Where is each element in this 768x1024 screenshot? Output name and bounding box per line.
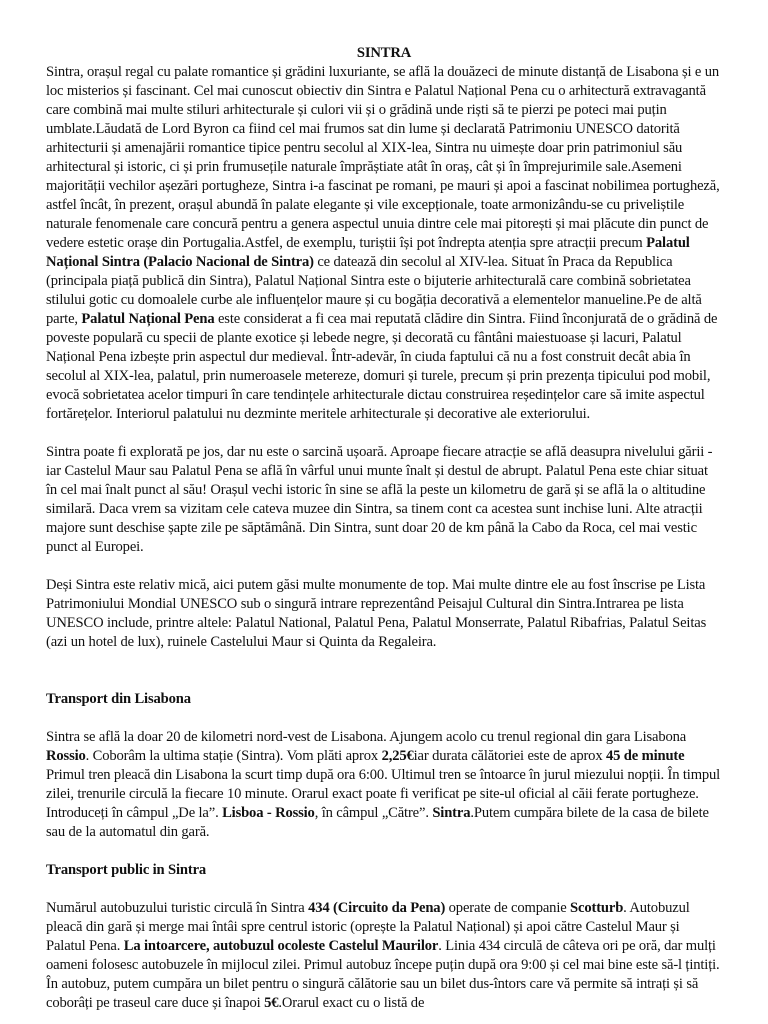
- bold-text-run: 5€: [264, 995, 279, 1011]
- bold-text-run: 434 (Circuito da Pena): [308, 900, 446, 916]
- bold-text-run: 45 de minute: [605, 748, 685, 764]
- text-run: .Putem cumpăra bilete de la casa de bilete sau de la automatul din gară.: [46, 805, 709, 840]
- bold-text-run: 2,25€: [381, 748, 414, 764]
- text-run: este considerat a fi cea mai reputată clădire din Sintra. Fiind înconjurată de o grădină de poveste populară cu specii de plante exotice și lebede negre, și decorată cu fântâni maiestuoase și lacuri, Palatul Național Pena izbește prin aspectul dur medieval. Într-adevăr, în ciuda faptului că nu a fost construit decât abia în secolul al XIX-lea, palatul, prin numeroasele metereze, domuri și turele, precum și prin prezența tipicului pod mobil, evocă sobrietatea acelor timpuri în care tendințele arhitecturale dictau construirea reședințelor care să imite aspectul fortărețelor. Interiorul palatului nu dezminte meritele arhitecturale și decorative ale exteriorului.: [46, 311, 718, 422]
- bold-text-run: Palatul Național Pena: [81, 311, 215, 327]
- section-heading-transport-lisbon: Transport din Lisabona: [46, 691, 191, 707]
- text-run: Sintra se află la doar 20 de kilometri nord-vest de Lisabona. Ajungem acolo cu trenul regional din gara Lisabona: [46, 729, 687, 745]
- intro-paragraph: [46, 63, 722, 424]
- bold-text-run: La intoarcere, autobuzul ocoleste Castelul Maurilor: [123, 938, 439, 954]
- text-run: , în câmpul „Către”.: [314, 805, 433, 821]
- bold-text-run: Lisboa - Rossio: [222, 805, 315, 821]
- bold-text-run: Scotturb: [570, 900, 624, 916]
- text-run: ce datează din secolul al XIV-lea. Situat în Praca da Republica (principala piață publică din Sintra), Palatul Național Sintra este o bijuterie arhitecturală care combină sobrietatea stilului gotic cu domoalele curbe ale influențelor maure și cu bogăția decorativă a elementelor manueline.Pe de altă parte,: [46, 254, 702, 327]
- transport-lisbon-paragraph: [46, 728, 722, 842]
- walking-paragraph: Sintra poate fi explorată pe jos, dar nu este o sarcină ușoară. Aproape fiecare atracție se află deasupra nivelului gării - iar Castelul Maur sau Palatul Pena se află în vârful unui munte înalt și destul de abrupt. Palatul Pena este chiar situat în cel mai înalt punct al său! Orașul vechi istoric în sine se află la peste un kilometru de gară și se află la o altitudine similară. Daca vrem sa vizitam cele cateva muzee din Sintra, sa tinem cont ca acestea sunt inchise luni. Alte atracții majore sunt deschise șapte zile pe săptămână. Din Sintra, sunt doar 20 de km până la Cabo da Roca, cel mai vestic punct al Europei.: [46, 444, 713, 555]
- bold-text-run: Rossio: [46, 748, 86, 764]
- text-run: iar durata călătoriei este de aprox: [413, 748, 606, 764]
- text-run: operate de companie: [445, 900, 571, 916]
- text-run: Primul tren pleacă din Lisabona la scurt timp după ora 6:00. Ultimul tren se întoarce în jurul miezului nopții. În timpul zilei, trenurile circulă la fiecare 10 minute. Orarul exact poate fi verificat pe site-ul oficial al căii ferate portugheze. Introduceți în câmpul „De la”.: [46, 767, 721, 821]
- section-heading-public-transport: Transport public in Sintra: [46, 862, 207, 878]
- page-title: SINTRA: [356, 45, 412, 61]
- text-run: Numărul autobuzului turistic circulă în Sintra: [46, 900, 309, 916]
- unesco-paragraph: Deși Sintra este relativ mică, aici putem găsi multe monumente de top. Mai multe dintre ele au fost înscrise pe Lista Patrimoniului Mondial UNESCO sub o singură intrare reprezentând Peisajul Cultural din Sintra.Intrarea pe lista UNESCO include, printre altele: Palatul National, Palatul Pena, Palatul Monserrate, Palatul Ribafrias, Palatul Seitas (azi un hotel de lux), ruinele Castelului Maur si Quinta da Regaleira.: [46, 577, 707, 650]
- public-transport-paragraph: [46, 899, 722, 1013]
- text-run: . Autobuzul pleacă din gară și merge mai întâi spre centrul istoric (oprește la Palatul Național) și apoi către Castelul Maur și Palatul Pena.: [46, 900, 690, 954]
- bold-text-run: Palatul Național Sintra (Palacio Nacional de Sintra): [46, 235, 690, 270]
- text-run: . Coborâm la ultima stație (Sintra). Vom plăti aprox: [85, 748, 382, 764]
- bold-text-run: Sintra: [432, 805, 471, 821]
- text-run: .Orarul exact cu o listă de: [278, 995, 425, 1011]
- text-run: Sintra, orașul regal cu palate romantice și grădini luxuriante, se află la douăzeci de minute distanță de Lisabona și e un loc misterios și fascinant. Cel mai cunoscut obiectiv din Sintra e Palatul Național Pena cu o arhitectură extravagantă care combină mai multe stiluri arhitecturale și culori vii și o grădină unde riști să te pierzi pe poteci mai puțin umblate.Lăudată de Lord Byron ca fiind cel mai frumos sat din lume și declarată Patrimoniu UNESCO datorită arhitecturii și amenajării romantice tipice pentru secolul al XIX-lea, Sintra nu uimește doar prin patrimoniul său arhitectural și istoric, ci și prin frumusețile naturale împrăștiate atât în oraș, cât și în împrejurimile sale.Asemeni majorității vechilor așezări portugheze, Sintra i-a fascinat pe romani, pe mauri și apoi a fascinat nobilimea portugheză, astfel încât, în prezent, orașul abundă în palate elegante și vile excepționale, toate armonizându-se cu priveliștile naturale fenomenale care concură pentru a genera aspectul unuia dintre cele mai pitorești și mai plăcute din punct de vedere estetic orașe din Portugalia.Astfel, de exemplu, turiștii își pot îndrepta atenția spre atracții precum: [46, 64, 720, 251]
- text-run: . Linia 434 circulă de câteva ori pe oră, dar mulți oameni folosesc autobuzele în mijlocul zilei. Primul autobuz începe puțin după ora 9:00 și cel mai bine este să-l țintiți. În autobuz, putem cumpăra un bilet pentru o singură călătorie sau un bilet dus-întors care vă permite să intrați și să coborâți pe traseul care duce și înapoi: [46, 938, 720, 1011]
